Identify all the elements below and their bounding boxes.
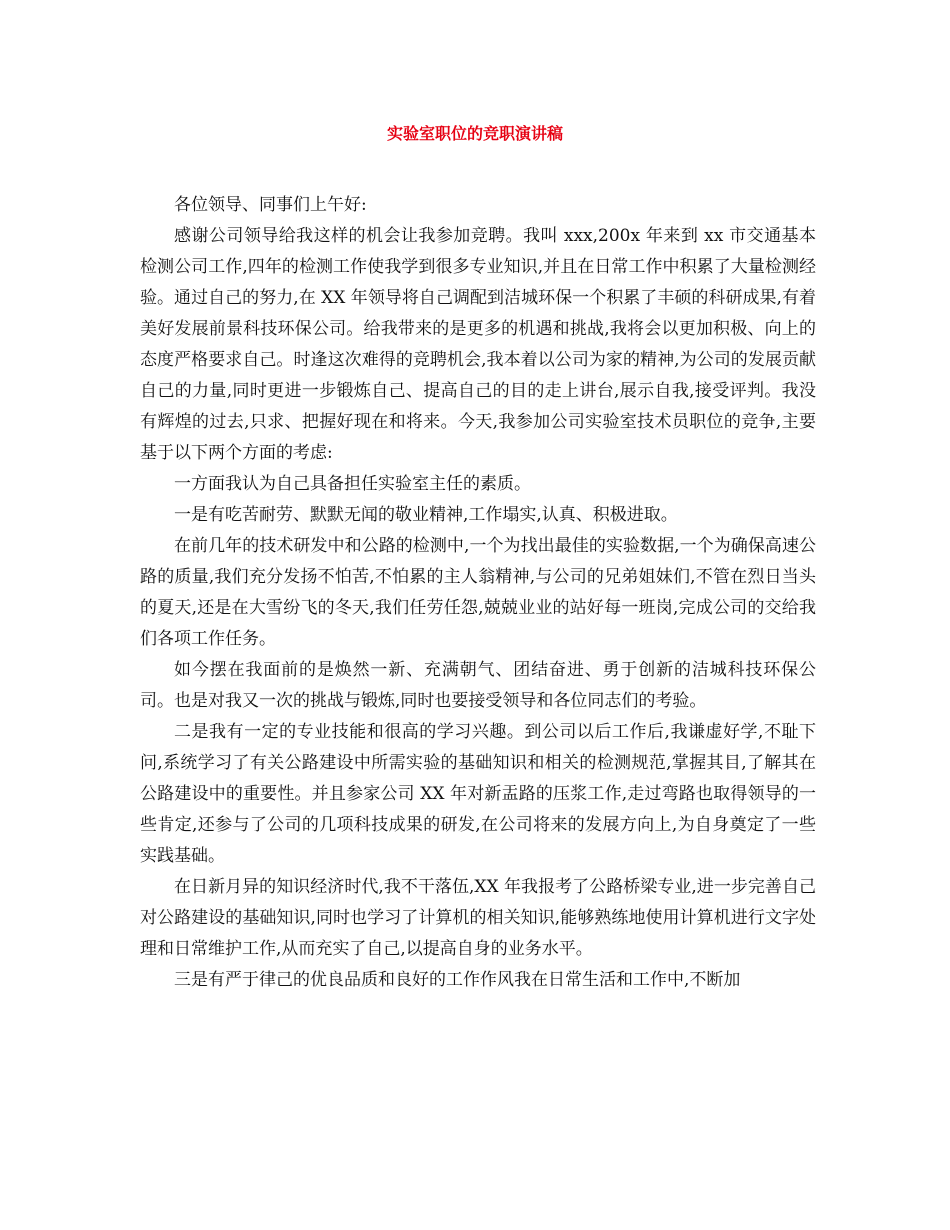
paragraph-qualification-intro: 一方面我认为自己具备担任实验室主任的素质。 (174, 474, 531, 494)
paragraph-introduction: 感谢公司领导给我这样的机会让我参加竞聘。我叫 xxx,200x 年来到 xx 市交通基本检测公司工作,四年的检测工作使我学到很多专业知识,并且在日常工作中积累了大量检测经验。通过自己的努力,在 XX 年领导将自己调配到洁城环保一个积累了丰硕的科研成果,有着美好发展前景科技环保公司。给我带来的是更多的机遇和挑战,我将会以更加积极、向上的态度严格要求自己。时逢这次难得的竞聘机会,我本着以公司为家的精神,为公司的发展贡献自己的力量,同时更进一步锻炼自己、提高自己的目的走上讲台,展示自我,接受评判。我没有辉煌的过去,只求、把握好现在和将来。今天,我参加公司实验室技术员职位的竞争,主要基于以下两个方面的考虑: (140, 226, 816, 463)
paragraph-point-three: 三是有严于律己的优良品质和良好的工作作风我在日常生活和工作中,不断加 (174, 970, 741, 990)
paragraph-point-two: 二是我有一定的专业技能和很高的学习兴趣。到公司以后工作后,我谦虚好学,不耻下问,系统学习了有关公路建设中所需实验的基础知识和相关的检测规范,掌握其目,了解其在公路建设中的重要性。并且参家公司 XX 年对新盂路的压浆工作,走过弯路也取得领导的一些肯定,还参与了公司的几项科技成果的研发,在公司将来的发展方向上,为自身奠定了一些实践基础。 (140, 722, 816, 866)
paragraph-point-one: 一是有吃苦耐劳、默默无闻的敬业精神,工作塌实,认真、积极进取。 (174, 505, 678, 525)
paragraph-point-one-detail: 在前几年的技术研发中和公路的检测中,一个为找出最佳的实验数据,一个为确保高速公路的质量,我们充分发扬不怕苦,不怕累的主人翁精神,与公司的兄弟姐妹们,不管在烈日当头的夏天,还是在大雪纷飞的冬天,我们任劳任怨,兢兢业业的站好每一班岗,完成公司的交给我们各项工作任务。 (140, 536, 816, 649)
paragraph-continued-learning: 在日新月异的知识经济时代,我不干落伍,XX 年我报考了公路桥梁专业,进一步完善自己对公路建设的基础知识,同时也学习了计算机的相关知识,能够熟练地使用计算机进行文字处理和日常维护工作,从而充实了自己,以提高自身的业务水平。 (140, 877, 816, 959)
paragraph-greeting: 各位领导、同事们上午好: (174, 195, 367, 215)
document-body (140, 190, 816, 996)
document-title: 实验室职位的竞职演讲稿 (386, 124, 563, 143)
paragraph-company-outlook: 如今摆在我面前的是焕然一新、充满朝气、团结奋进、勇于创新的洁城科技环保公司。也是对我又一次的挑战与锻炼,同时也要接受领导和各位同志们的考验。 (140, 660, 816, 711)
